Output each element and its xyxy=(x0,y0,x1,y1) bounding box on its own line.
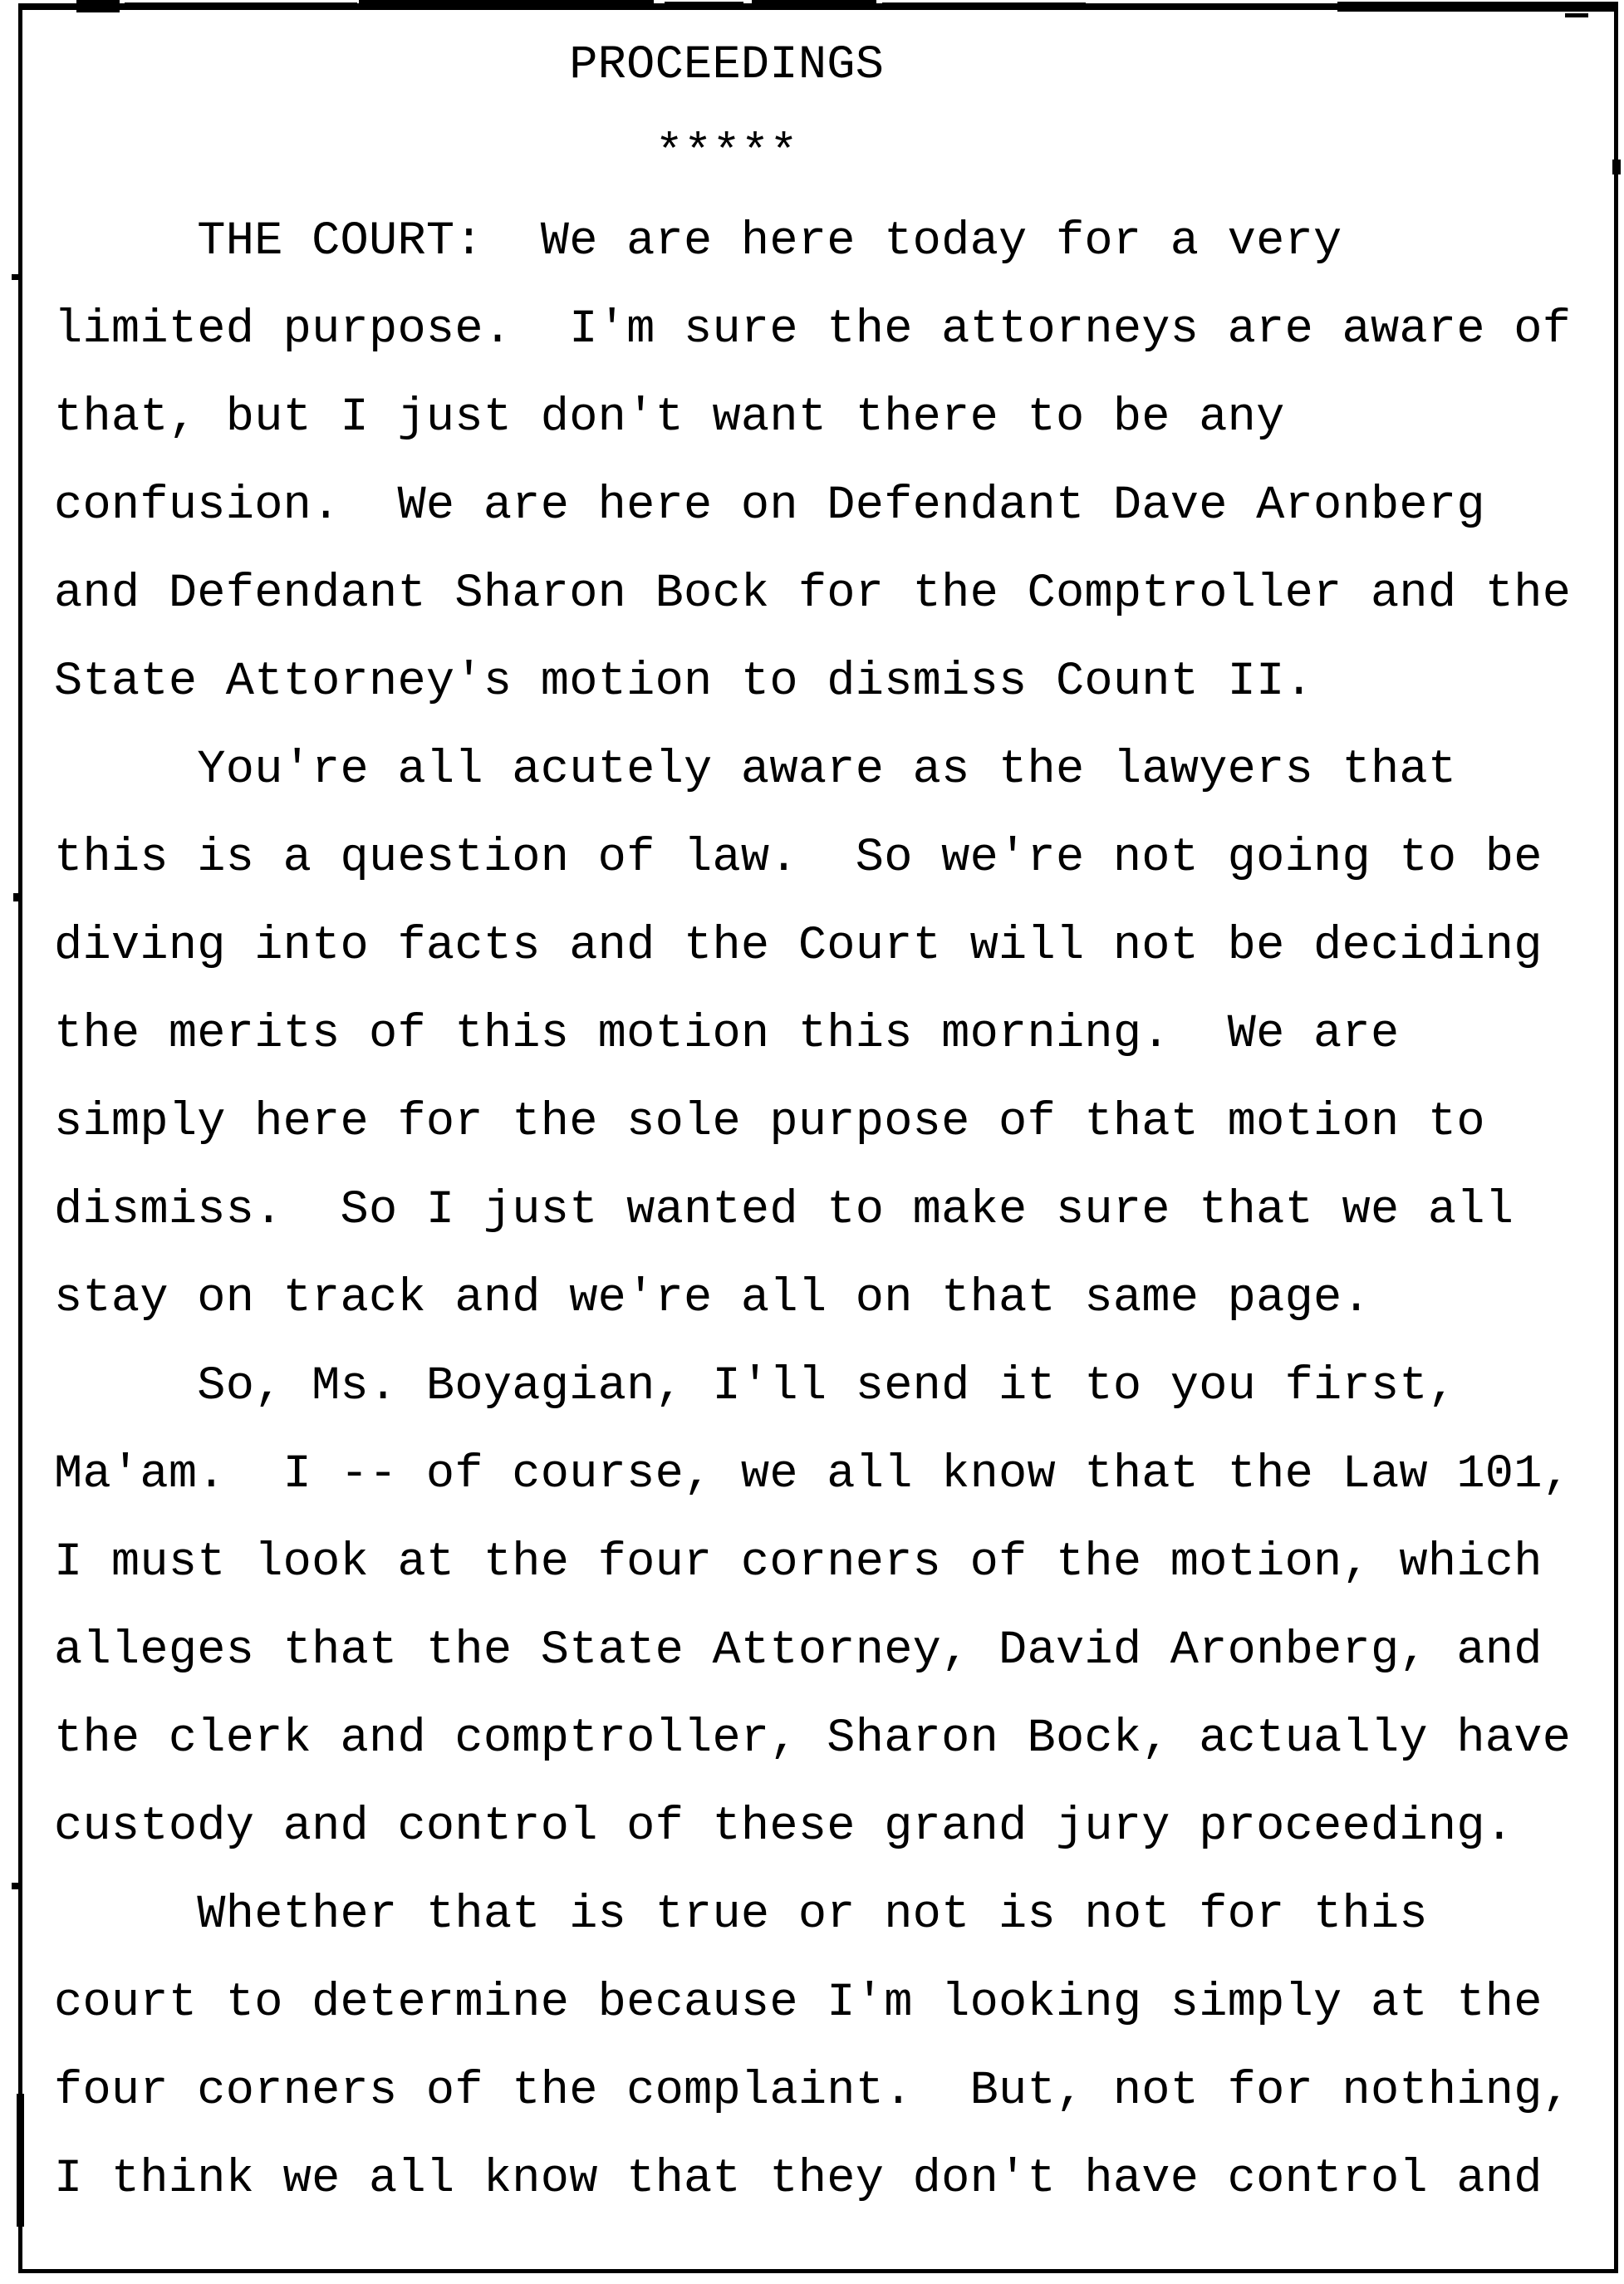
transcript-line: four corners of the complaint. But, not for nothing, xyxy=(54,2065,1572,2118)
transcript-line: diving into facts and the Court will not be deciding xyxy=(54,920,1543,973)
transcript-line: dismiss. So I just wanted to make sure that we all xyxy=(54,1184,1514,1237)
transcript-line: that, but I just don't want there to be any xyxy=(54,391,1285,445)
transcript-line: I must look at the four corners of the motion, which xyxy=(54,1536,1543,1589)
transcript-line: Whether that is true or not is not for this xyxy=(54,1889,1428,1942)
scan-artifact xyxy=(13,893,19,901)
transcript-line: So, Ms. Boyagian, I'll send it to you first, xyxy=(54,1360,1457,1413)
transcript-line: custody and control of these grand jury proceeding. xyxy=(54,1800,1514,1854)
transcript-line: Ma'am. I -- of course, we all know that the Law 101, xyxy=(54,1448,1572,1501)
transcript-line: confusion. We are here on Defendant Dave Aronberg xyxy=(54,479,1485,533)
scan-border-frame xyxy=(18,3,1618,2273)
transcript-line: stay on track and we're all on that same page. xyxy=(54,1272,1371,1325)
transcript-line: court to determine because I'm looking simply at the xyxy=(54,1977,1543,2030)
scan-artifact xyxy=(1088,3,1138,7)
scan-artifact xyxy=(12,1883,18,1889)
asterisk-separator: ***** xyxy=(54,127,798,180)
scan-artifact xyxy=(665,2,743,7)
scan-artifact xyxy=(882,2,1086,7)
transcript-line: I think we all know that they don't have control and xyxy=(54,2153,1543,2206)
transcript-line: limited purpose. I'm sure the attorneys are aware of xyxy=(54,303,1572,356)
transcript-text-block xyxy=(22,10,1614,2269)
transcript-line: You're all acutely aware as the lawyers that xyxy=(54,744,1457,797)
scan-artifact xyxy=(125,2,357,7)
transcript-line: alleges that the State Attorney, David Aronberg, and xyxy=(54,1624,1543,1677)
transcript-line: and Defendant Sharon Bock for the Comptroller and the xyxy=(54,567,1572,621)
scan-artifact xyxy=(1612,160,1621,174)
scan-artifact xyxy=(752,0,876,7)
scan-artifact xyxy=(1337,2,1618,12)
transcript-line: THE COURT: We are here today for a very xyxy=(54,215,1342,268)
scan-artifact xyxy=(359,0,654,8)
transcript-line: the clerk and comptroller, Sharon Bock, actually have xyxy=(54,1712,1572,1766)
transcript-line: simply here for the sole purpose of that motion to xyxy=(54,1096,1485,1149)
scan-artifact xyxy=(76,0,120,12)
scan-artifact xyxy=(1565,13,1588,17)
scan-artifact xyxy=(12,274,19,280)
scan-artifact xyxy=(17,2094,24,2227)
transcript-line: State Attorney's motion to dismiss Count II. xyxy=(54,656,1314,709)
transcript-line: the merits of this motion this morning. We are xyxy=(54,1008,1400,1061)
transcript-line: this is a question of law. So we're not going to be xyxy=(54,832,1543,885)
proceedings-title: PROCEEDINGS xyxy=(54,39,885,92)
